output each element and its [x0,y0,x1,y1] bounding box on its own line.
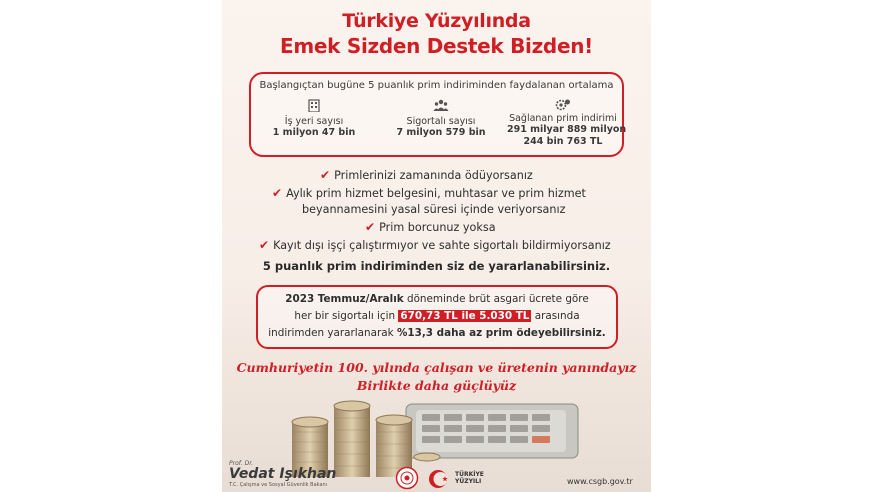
stat-value-line-1: 291 milyar 889 milyon [507,124,627,135]
amount-range-highlight: 670,73 TL ile 5.030 TL [400,310,530,322]
logo-text-line-2: YÜZYILI [455,478,482,485]
signature-name: Vedat Işıkhan [229,466,337,482]
conclusion-text: 5 puanlık prim indiriminden siz de yararlanabilirsiniz. [262,259,611,273]
slogan-line-1: Cumhuriyetin 100. yılında çalışan ve üretenin yanındayız [236,360,637,375]
info-box [256,285,618,349]
signature-title: T.C. Çalışma ve Sosyal Güvenlik Bakanı [229,482,328,488]
stat-value: 1 milyon 47 bin [272,127,356,138]
period-text: 2023 Temmuz/Aralık [285,293,404,305]
money-gear-icon [555,98,571,112]
stat-label: Sigortalı sayısı [406,116,476,127]
condition-text: Primlerinizi zamanında ödüyorsanız [334,169,533,182]
stat-workplaces [269,98,359,139]
stats-box [249,72,627,157]
slogan-line-2: Birlikte daha güçlüyüz [356,378,517,393]
condition-text: Aylık prim hizmet belgesini, muhtasar ve prim hizmet [286,187,586,200]
stat-value-line-2: 244 bin 763 TL [523,136,603,147]
condition-item [365,220,496,234]
stat-value: 7 milyon 579 bin [396,127,486,138]
info-text: her bir sigortalı için [294,310,399,322]
office-building-icon [306,98,322,112]
title-line-2: Emek Sizden Destek Bizden! [280,34,593,58]
stat-label: Sağlanan prim indirimi [509,113,617,124]
stat-premium-discount [507,98,627,148]
info-text: döneminde brüt asgari ücrete göre [403,293,589,305]
signature-prefix: Prof. Dr. [229,460,254,467]
condition-item [259,238,611,252]
poster [222,0,651,492]
condition-text: Prim borcunuz yoksa [379,221,496,234]
info-line-3 [258,327,616,339]
logo-text-line-1: TÜRKİYE [455,471,484,478]
condition-item [272,186,586,200]
condition-text: beyannamesini yasal süresi içinde veriyorsanız [302,203,566,216]
checkmark-icon: ✔ [320,168,331,182]
checkmark-icon: ✔ [259,238,270,252]
minister-signature [229,460,336,488]
condition-text: Kayıt dışı işçi çalıştırmıyor ve sahte sigortalı bildirmiyorsanız [273,239,611,252]
checkmark-icon: ✔ [272,186,283,200]
info-line-1 [258,293,616,305]
discount-rate-text: %13,3 daha az prim ödeyebilirsiniz. [396,327,606,339]
people-group-icon [433,98,449,112]
ministry-seal-icon [395,466,419,490]
title-line-1: Türkiye Yüzyılında [342,10,531,32]
stat-label: İş yeri sayısı [284,116,344,127]
stats-heading: Başlangıçtan bugüne 5 puanlık prim indiriminden faydalanan ortalama [259,80,614,91]
condition-item-continued [302,203,565,216]
crescent-star-icon [427,467,451,491]
condition-item [320,168,533,182]
website-url: www.csgb.gov.tr [567,477,633,486]
info-text: arasında [531,310,580,322]
checkmark-icon: ✔ [365,220,376,234]
info-line-2 [258,310,616,322]
turkiye-yuzyili-logo [427,467,487,491]
stat-insured [391,98,491,139]
info-text: indirimden yararlanarak [268,327,397,339]
